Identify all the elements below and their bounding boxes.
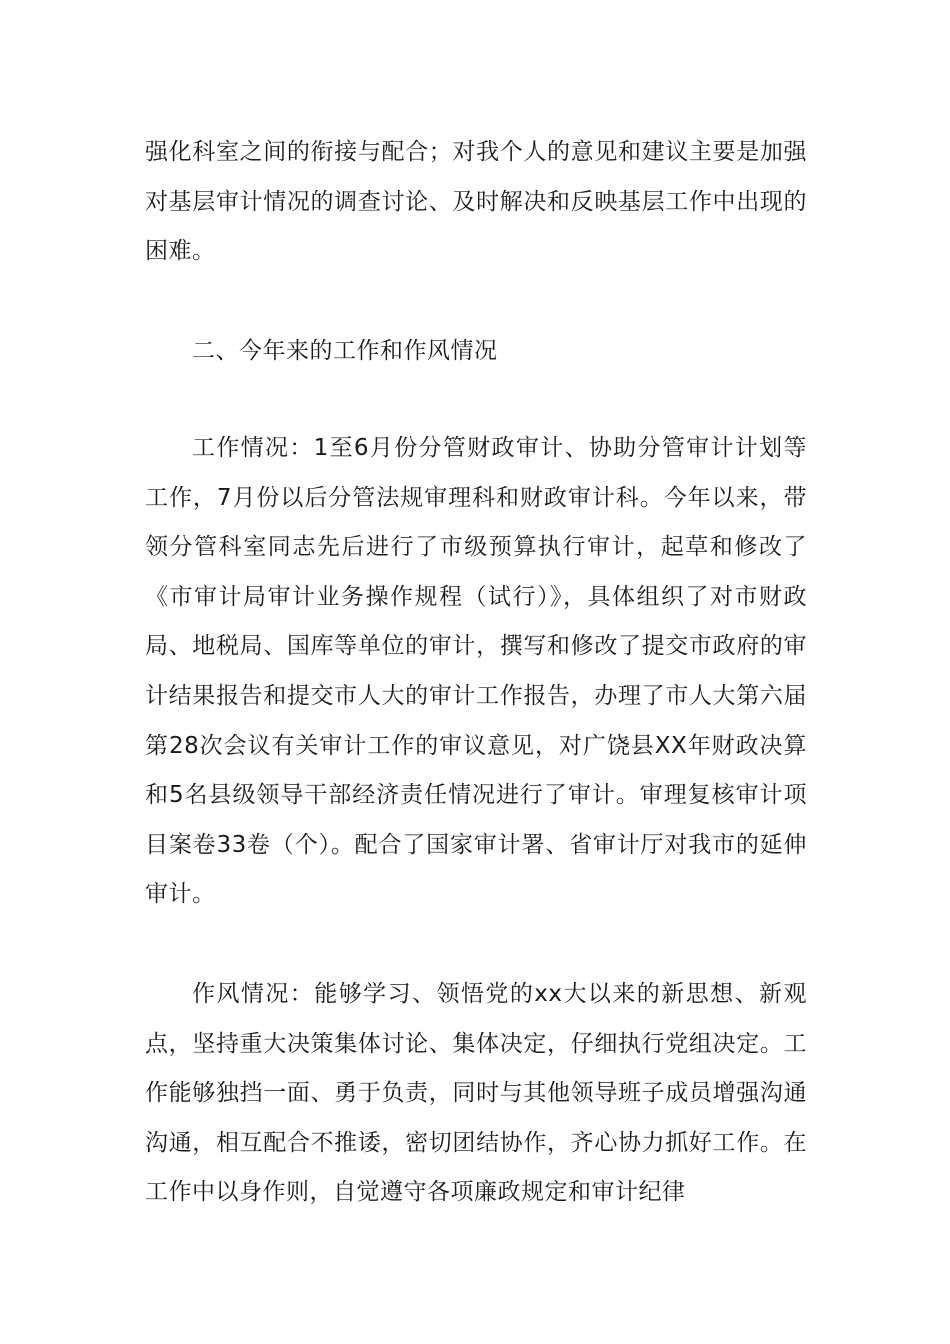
section-heading: 二、今年来的工作和作风情况 [192,338,498,364]
continued-paragraph: 强化科室之间的衔接与配合；对我个人的意见和建议主要是加强对基层审计情况的调查讨论、及时解决和反映基层工作中出现的困难。 [145,139,807,265]
work-style-paragraph: 作风情况：能够学习、领悟党的xx大以来的新思想、新观点，坚持重大决策集体讨论、集体决定，仔细执行党组决定。工作能够独挡一面、勇于负责，同时与其他领导班子成员增强沟通沟通，相互配合不推诿，密切团结协作，齐心协力抓好工作。在工作中以身作则，自觉遵守各项廉政规定和审计纪律 [145,981,807,1206]
work-situation-paragraph: 工作情况：1至6月份分管财政审计、协助分管审计计划等工作，7月份以后分管法规审理科和财政审计科。今年以来，带领分管科室同志先后进行了市级预算执行审计，起草和修改了《市审计局审计业务操作规程（试行）》，具体组织了对市财政局、地税局、国库等单位的审计，撰写和修改了提交市政府的审计结果报告和提交市人大的审计工作报告，办理了市人大第六届第28次会议有关审计工作的审议意见，对广饶县XX年财政决算和5名县级领导干部经济责任情况进行了审计。审理复核审计项目案卷33卷（个）。配合了国家审计署、省审计厅对我市的延伸审计。 [145,435,807,908]
